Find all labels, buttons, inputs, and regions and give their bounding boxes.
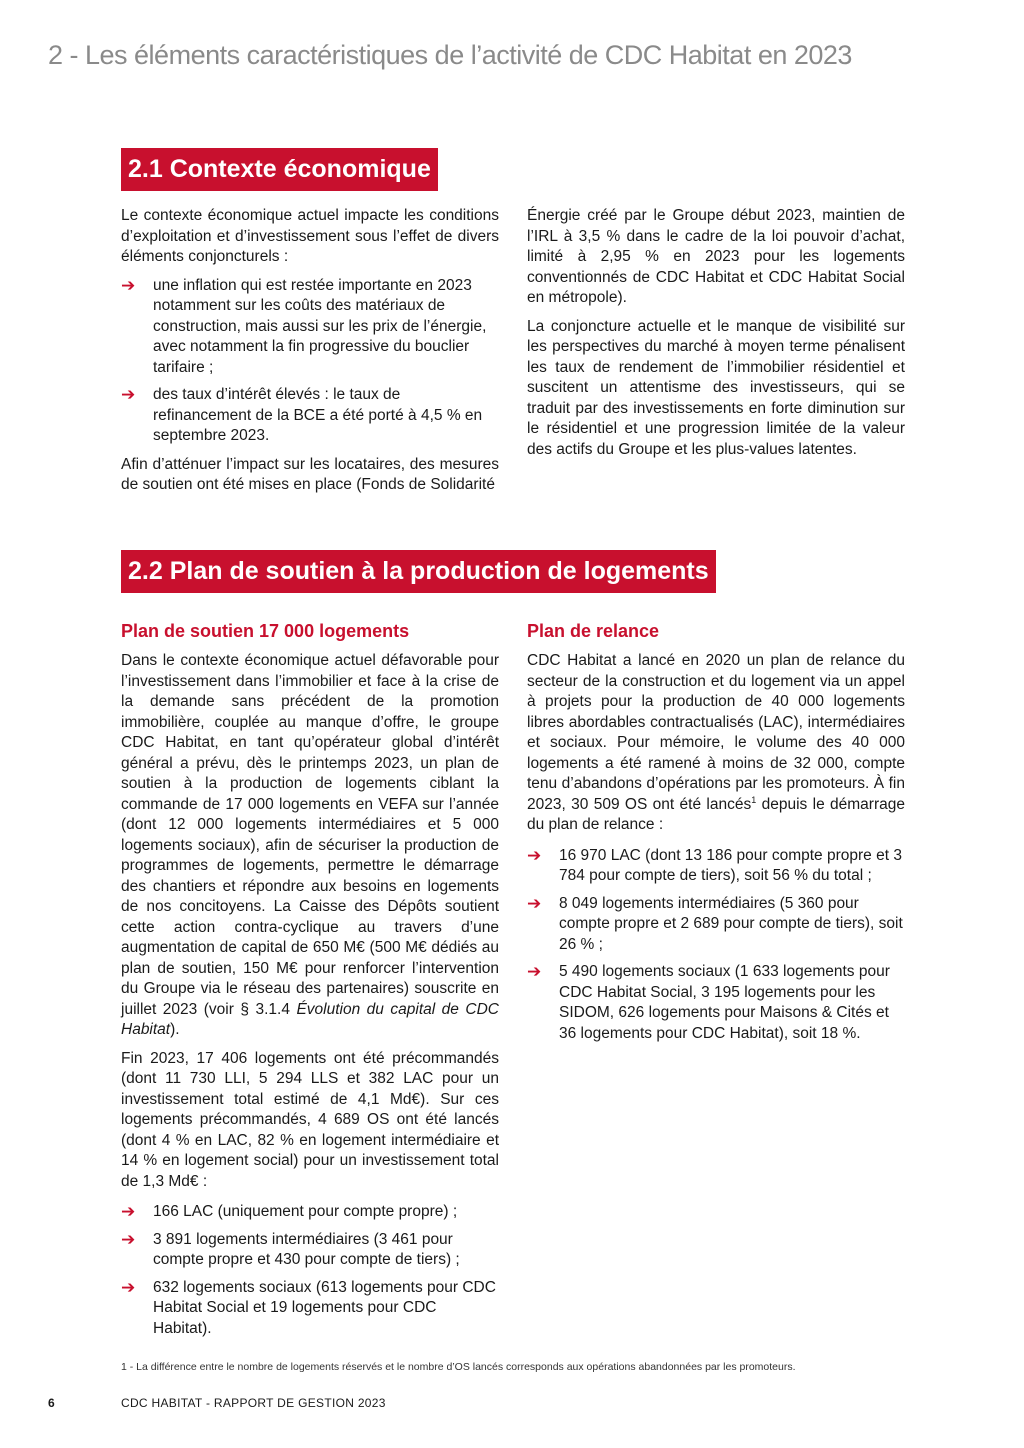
list-item: ➔ 16 970 LAC (dont 13 186 pour compte propre et 3 784 pour compte de tiers), soit 56 % du total ; — [527, 845, 902, 884]
arrow-right-icon: ➔ — [121, 1202, 136, 1221]
sub-heading-plan-de-relance: Plan de relance — [527, 621, 660, 641]
footnote: 1 - La différence entre le nombre de logements réservés et le nombre d’OS lancés corresponds aux opérations abandonnées par les promoteurs. — [121, 1361, 796, 1373]
section-2-2-right-column — [527, 620, 905, 1052]
footer-title: CDC HABITAT - RAPPORT DE GESTION 2023 — [121, 1396, 386, 1410]
arrow-right-icon: ➔ — [527, 893, 542, 913]
list-item: ➔ 8 049 logements intermédiaires (5 360 pour compte propre et 2 689 pour compte de tiers), soit 26 % ; — [527, 893, 903, 953]
paragraph: La conjoncture actuelle et le manque de visibilité sur les perspectives du marché à moyen terme pénalisent les taux de rendement de l’immobilier résidentiel et suscitent un attentisme des investisseurs, qui se traduit par des investissements en forte diminution sur le résidentiel et une progression limitée de la valeur des actifs du Groupe et les plus-values latentes. — [527, 317, 905, 458]
bullet-list — [121, 276, 499, 447]
paragraph: Dans le contexte économique actuel défavorable pour l’investissement dans l’immobilier et face à la crise de la demande sans précédent de la promotion immobilière, couplée au manque d’offre, le groupe CDC Habitat, en tant qu’opérateur global d’intérêt général a prévu, dès le printemps 2023, un plan de soutien à la production de logements ciblant la commande de 17 000 logements en VEFA sur l’année (dont 12 000 logements intermédiaires et 5 000 logements sociaux), afin de sécuriser la production de programmes de logements, permettre le démarrage des chantiers et répondre aux besoins en logements de nos concitoyens. La Caisse des Dépôts soutient cette action contra-cyclique au travers d’une augmentation de capital de 650 M€ (500 M€ dédiés au plan de soutien, 150 M€ pour renforcer l’intervention du Groupe via le réseau des partenaires) souscrite en juillet 2023 (voir § 3.1.4 Évolution du capital de CDC Habitat). — [121, 652, 499, 1038]
page-header-title: 2 - Les éléments caractéristiques de l’activité de CDC Habitat en 2023 — [48, 40, 852, 70]
list-item: ➔ 5 490 logements sociaux (1 633 logements pour CDC Habitat Social, 3 195 logements pour les SIDOM, 626 logements pour Maisons & Cités et 36 logements pour CDC Habitat), soit 18 %. — [527, 962, 890, 1042]
paragraph: Fin 2023, 17 406 logements ont été précommandés (dont 11 730 LLI, 5 294 LLS et 382 LAC pour un investissement total estimé de 4,1 Md€). Sur ces logements précommandés, 4 689 OS ont été lancés (dont 4 % en LAC, 82 % en logement intermédiaire et 14 % en logement social) pour un investissement total de 1,3 Md€ : — [121, 1049, 499, 1190]
section-heading-2-2: 2.2 Plan de soutien à la production de logements — [121, 550, 716, 593]
section-2-2-left-column — [121, 620, 499, 1347]
section-2-1-right-column — [527, 206, 905, 468]
list-item: ➔ une inflation qui est restée importante en 2023 notamment sur les coûts des matériaux de construction, mais aussi sur les prix de l’énergie, avec notamment la fin progressive du bouclier tarifaire ; — [121, 275, 487, 376]
arrow-right-icon: ➔ — [527, 962, 542, 981]
paragraph: Afin d’atténuer l’impact sur les locataires, des mesures de soutien ont été mises en place (Fonds de Solidarité — [121, 455, 499, 493]
paragraph: CDC Habitat a lancé en 2020 un plan de relance du secteur de la construction et du logement via un appel à projets pour la production de 40 000 logements libres abordables contractualisés (LAC), intermédiaires et sociaux. Pour mémoire, le volume des 40 000 logements a été ramené à moins de 32 000, compte tenu d’abandons d’opérations par les promoteurs. À fin 2023, 30 509 OS ont été lancés$^1$ depuis le démarrage du plan de relance : — [527, 652, 905, 833]
list-item: ➔ 632 logements sociaux (613 logements pour CDC Habitat Social et 19 logements pour CDC Habitat). — [121, 1277, 496, 1337]
section-heading-2-1: 2.1 Contexte économique — [121, 148, 438, 191]
paragraph: Le contexte économique actuel impacte les conditions d’exploitation et d’investissement sous l’effet de divers éléments conjoncturels : — [121, 207, 499, 265]
list-item: ➔ 166 LAC (uniquement pour compte propre) ; — [121, 1202, 458, 1221]
paragraph: Énergie créé par le Groupe début 2023, maintien de l’IRL à 3,5 % dans le cadre de la loi pouvoir d’achat, limité à 2,95 % en 2023 pour les logements conventionnés de CDC Habitat et CDC Habitat Social en métropole). — [527, 207, 905, 306]
arrow-right-icon: ➔ — [121, 1277, 136, 1297]
arrow-right-icon: ➔ — [121, 275, 136, 295]
reference-title: Évolution du capital de CDC Habitat — [121, 1000, 499, 1038]
bullet-list — [121, 1202, 499, 1339]
page-number: 6 — [48, 1396, 55, 1410]
sub-heading-plan-de-soutien: Plan de soutien 17 000 logements — [121, 621, 410, 641]
section-2-1-left-column — [121, 206, 499, 504]
arrow-right-icon: ➔ — [121, 385, 136, 404]
footnote-marker: 1 — [751, 794, 757, 805]
list-item: ➔ des taux d’intérêt élevés : le taux de refinancement de la BCE a été porté à 4,5 % en septembre 2023. — [121, 385, 483, 444]
arrow-right-icon: ➔ — [121, 1229, 136, 1249]
list-item: ➔ 3 891 logements intermédiaires (3 461 pour compte propre et 430 pour compte de tiers) ; — [121, 1229, 460, 1268]
bullet-list — [527, 846, 905, 1045]
arrow-right-icon: ➔ — [527, 845, 542, 865]
